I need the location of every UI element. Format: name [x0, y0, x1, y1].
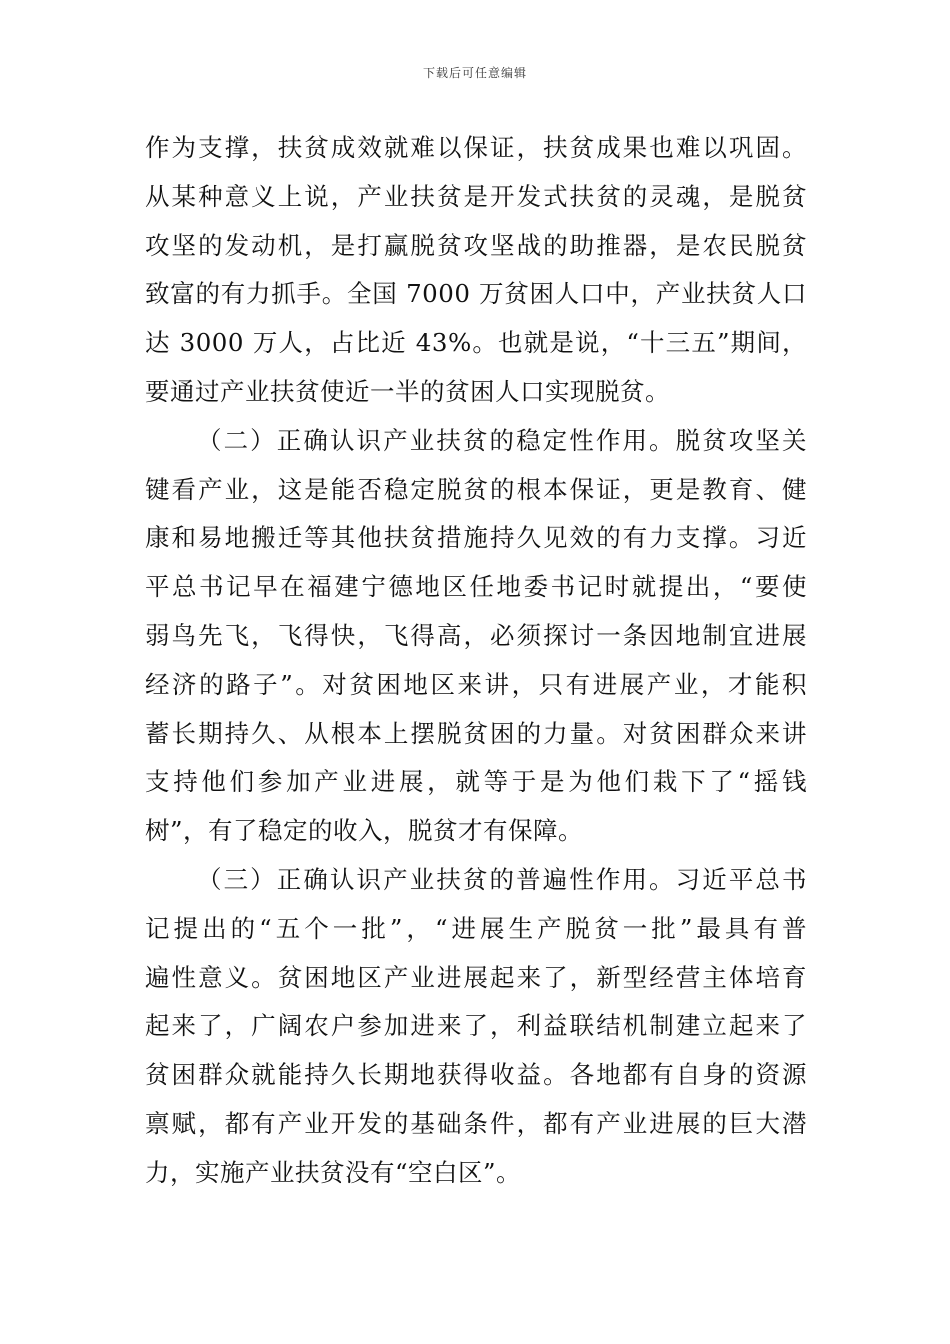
- paragraph-line: 支持他们参加产业进展，就等于是为他们栽下了“摇钱: [145, 767, 807, 797]
- paragraph-line: 力，实施产业扶贫没有“空白区”。: [145, 1157, 522, 1187]
- paragraph-line: 康和易地搬迁等其他扶贫措施持久见效的有力支撑。习近: [145, 523, 807, 553]
- paragraph-line: 达 3000 万人，占比近 43%。也就是说，“十三五”期间，: [145, 328, 807, 358]
- paragraph-line: 起来了，广阔农户参加进来了，利益联结机制建立起来了: [145, 1011, 807, 1041]
- document-body: [145, 124, 807, 1198]
- paragraph-line: 禀赋，都有产业开发的基础条件，都有产业进展的巨大潜: [145, 1108, 807, 1138]
- paragraph-line: 经济的路子”。对贫困地区来讲，只有进展产业，才能积: [145, 669, 807, 699]
- paragraph-heading-line: （三）正确认识产业扶贫的普遍性作用。习近平总书: [197, 864, 807, 894]
- paragraph-line: 树”，有了稳定的收入，脱贫才有保障。: [145, 816, 584, 846]
- paragraph-line: 作为支撑，扶贫成效就难以保证，扶贫成果也难以巩固。: [145, 133, 807, 162]
- paragraph-1: [145, 124, 807, 417]
- paragraph-line: 遍性意义。贫困地区产业进展起来了，新型经营主体培育: [145, 962, 807, 992]
- paragraph-line: 键看产业，这是能否稳定脱贫的根本保证，更是教育、健: [145, 474, 807, 504]
- paragraph-line: 攻坚的发动机，是打赢脱贫攻坚战的助推器，是农民脱贫: [145, 230, 807, 260]
- paragraph-line: 要通过产业扶贫使近一半的贫困人口实现脱贫。: [145, 376, 670, 406]
- page-header-note: 下载后可任意编辑: [422, 66, 527, 80]
- paragraph-3: [145, 856, 807, 1198]
- paragraph-2: [145, 417, 807, 856]
- paragraph-line: 从某种意义上说，产业扶贫是开发式扶贫的灵魂，是脱贫: [145, 181, 807, 211]
- paragraph-line: 平总书记早在福建宁德地区任地委书记时就提出，“要使: [145, 572, 807, 602]
- paragraph-line: 记提出的“五个一批”，“进展生产脱贫一批”最具有普: [145, 913, 807, 943]
- paragraph-line: 致富的有力抓手。全国 7000 万贫困人口中，产业扶贫人口: [145, 279, 807, 309]
- paragraph-line: 弱鸟先飞，飞得快，飞得高，必须探讨一条因地制宜进展: [145, 620, 807, 650]
- paragraph-line: 贫困群众就能持久长期地获得收益。各地都有自身的资源: [145, 1060, 807, 1090]
- paragraph-heading-line: （二）正确认识产业扶贫的稳定性作用。脱贫攻坚关: [197, 425, 807, 455]
- paragraph-line: 蓄长期持久、从根本上摆脱贫困的力量。对贫困群众来讲: [145, 718, 807, 748]
